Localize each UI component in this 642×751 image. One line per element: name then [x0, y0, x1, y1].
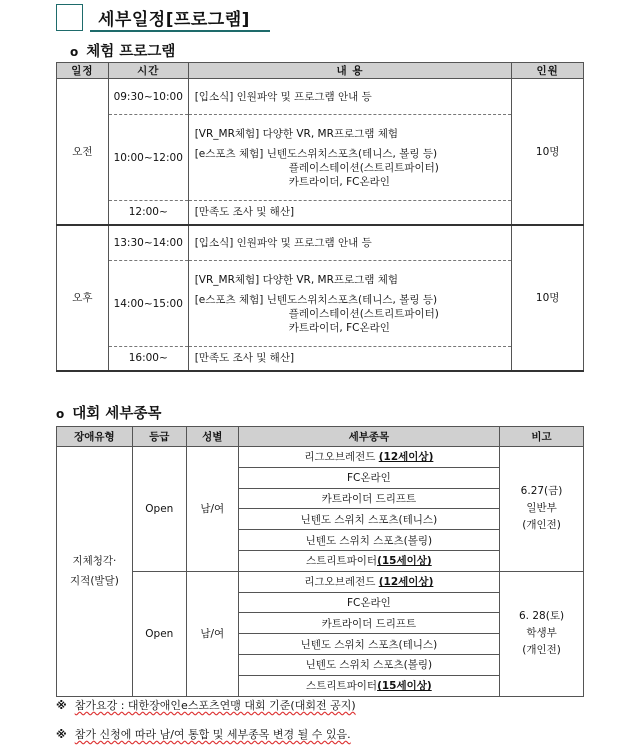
- grade-cell: Open: [132, 447, 186, 572]
- content-line: 플레이스테이션(스트리트파이터): [288, 161, 439, 174]
- section-heading-competition: [56, 402, 161, 423]
- content-cell: [188, 201, 512, 225]
- time-cell: 10:00~12:00: [108, 115, 188, 201]
- event-cell: [238, 550, 499, 571]
- event-name: 닌텐도 스위치 스포츠(테니스): [300, 638, 438, 651]
- header-event: 세부종목: [238, 427, 499, 447]
- event-cell: [238, 571, 499, 592]
- event-name: 닌텐도 스위치 스포츠(볼링): [305, 534, 433, 547]
- note-line: 6.27(금): [520, 485, 563, 498]
- event-name: 닌텐도 스위치 스포츠(볼링): [305, 659, 433, 672]
- table-row: [57, 201, 584, 225]
- header-time: 시간: [108, 63, 188, 79]
- event-name: 리그오브레전드: [304, 576, 379, 589]
- reference-mark-icon: ※: [56, 699, 67, 712]
- note-cell: [500, 447, 584, 572]
- header-note: 비고: [500, 427, 584, 447]
- note-cell: [500, 571, 584, 696]
- bullet-icon: o: [70, 45, 79, 59]
- content-line: [e스포츠 체험] 닌텐도스위치스포츠(테니스, 볼링 등): [194, 147, 438, 160]
- event-name: 카트라이더 드리프트: [321, 617, 417, 630]
- title-underline: [90, 30, 270, 32]
- note-item: [56, 726, 351, 742]
- section-heading-experience: [70, 40, 175, 61]
- gender-cell: 남/여: [186, 447, 238, 572]
- grade-cell: Open: [132, 571, 186, 696]
- content-line: [VR_MR체험] 다양한 VR, MR프로그램 체험: [194, 273, 399, 286]
- content-line: [입소식] 인원파악 및 프로그램 안내 등: [194, 90, 372, 103]
- disability-type-cell: [57, 447, 133, 697]
- page-title-block: [56, 2, 270, 32]
- header-content: 내 용: [188, 63, 512, 79]
- event-name: 닌텐도 스위치 스포츠(테니스): [300, 513, 438, 526]
- event-cell: [238, 654, 499, 675]
- time-cell: 12:00~: [108, 201, 188, 225]
- content-cell: [188, 347, 512, 371]
- section-heading-text: 대회 세부종목: [72, 406, 162, 422]
- competition-events-table: [56, 426, 584, 697]
- experience-program-table: [56, 62, 584, 372]
- event-cell: [238, 467, 499, 488]
- event-cell: [238, 447, 499, 468]
- period-afternoon: 오후: [57, 225, 109, 371]
- event-name: FC온라인: [346, 472, 391, 485]
- time-cell: 16:00~: [108, 347, 188, 371]
- content-line: 플레이스테이션(스트리트파이터): [288, 307, 439, 320]
- content-line: [만족도 조사 및 해산]: [194, 206, 295, 219]
- header-people: 인원: [512, 63, 584, 79]
- table-row: [57, 261, 584, 347]
- people-morning: 10명: [512, 79, 584, 225]
- table-row: [57, 79, 584, 115]
- note-line: 6. 28(토): [519, 610, 565, 623]
- event-name: 카트라이더 드리프트: [321, 492, 417, 505]
- reference-mark-icon: ※: [56, 728, 67, 741]
- note-line: 학생부: [526, 627, 557, 640]
- event-name: 리그오브레전드: [304, 451, 379, 464]
- event-cell: [238, 592, 499, 613]
- event-name: FC온라인: [346, 596, 391, 609]
- content-cell: [188, 225, 512, 261]
- content-cell: [188, 79, 512, 115]
- content-line: [입소식] 인원파악 및 프로그램 안내 등: [194, 236, 372, 249]
- period-morning: 오전: [57, 79, 109, 225]
- table-header-row: [57, 63, 584, 79]
- event-cell: [238, 675, 499, 696]
- section-heading-text: 체험 프로그램: [86, 44, 176, 60]
- content-cell: [188, 115, 512, 201]
- note-line: 일반부: [526, 502, 557, 515]
- event-cell: [238, 488, 499, 509]
- header-gender: 성별: [186, 427, 238, 447]
- time-cell: 13:30~14:00: [108, 225, 188, 261]
- content-line: [e스포츠 체험] 닌텐도스위치스포츠(테니스, 볼링 등): [194, 293, 438, 306]
- age-limit: (12세이상): [378, 451, 434, 464]
- page-title: 세부일정[프로그램]: [98, 10, 250, 30]
- age-limit: (12세이상): [378, 576, 434, 589]
- content-line: [VR_MR체험] 다양한 VR, MR프로그램 체험: [194, 127, 399, 140]
- gender-cell: 남/여: [186, 571, 238, 696]
- people-afternoon: 10명: [512, 225, 584, 371]
- age-limit: (15세이상): [377, 555, 432, 568]
- content-line: 카트라이더, FC온라인: [288, 175, 390, 188]
- event-name: 스트리트파이터: [306, 680, 378, 693]
- content-line: 카트라이더, FC온라인: [288, 321, 390, 334]
- content-line: [만족도 조사 및 해산]: [194, 352, 295, 365]
- table-row: [57, 347, 584, 371]
- table-row: [57, 225, 584, 261]
- event-cell: [238, 509, 499, 530]
- event-name: 스트리트파이터: [306, 555, 378, 568]
- header-disability-type: 장애유형: [57, 427, 133, 447]
- title-square-icon: [56, 4, 83, 31]
- age-limit: (15세이상): [377, 680, 432, 693]
- note-line: (개인전): [522, 644, 561, 657]
- note-line: (개인전): [522, 519, 561, 532]
- time-cell: 09:30~10:00: [108, 79, 188, 115]
- note-text: 참가요강 : 대한장애인e스포츠연맹 대회 기준(대회전 공지): [74, 699, 356, 712]
- header-schedule: 일정: [57, 63, 109, 79]
- table-row: [57, 571, 584, 592]
- event-cell: [238, 634, 499, 655]
- content-cell: [188, 261, 512, 347]
- table-row: [57, 447, 584, 468]
- table-header-row: [57, 427, 584, 447]
- disability-line: 지적(발달): [70, 575, 119, 588]
- header-grade: 등급: [132, 427, 186, 447]
- event-cell: [238, 530, 499, 551]
- note-item: [56, 697, 356, 713]
- event-cell: [238, 613, 499, 634]
- time-cell: 14:00~15:00: [108, 261, 188, 347]
- bullet-icon: o: [56, 407, 65, 421]
- table-row: [57, 115, 584, 201]
- disability-line: 지체청각·: [72, 555, 117, 568]
- note-text: 참가 신청에 따라 남/여 통합 및 세부종목 변경 될 수 있음.: [74, 728, 351, 741]
